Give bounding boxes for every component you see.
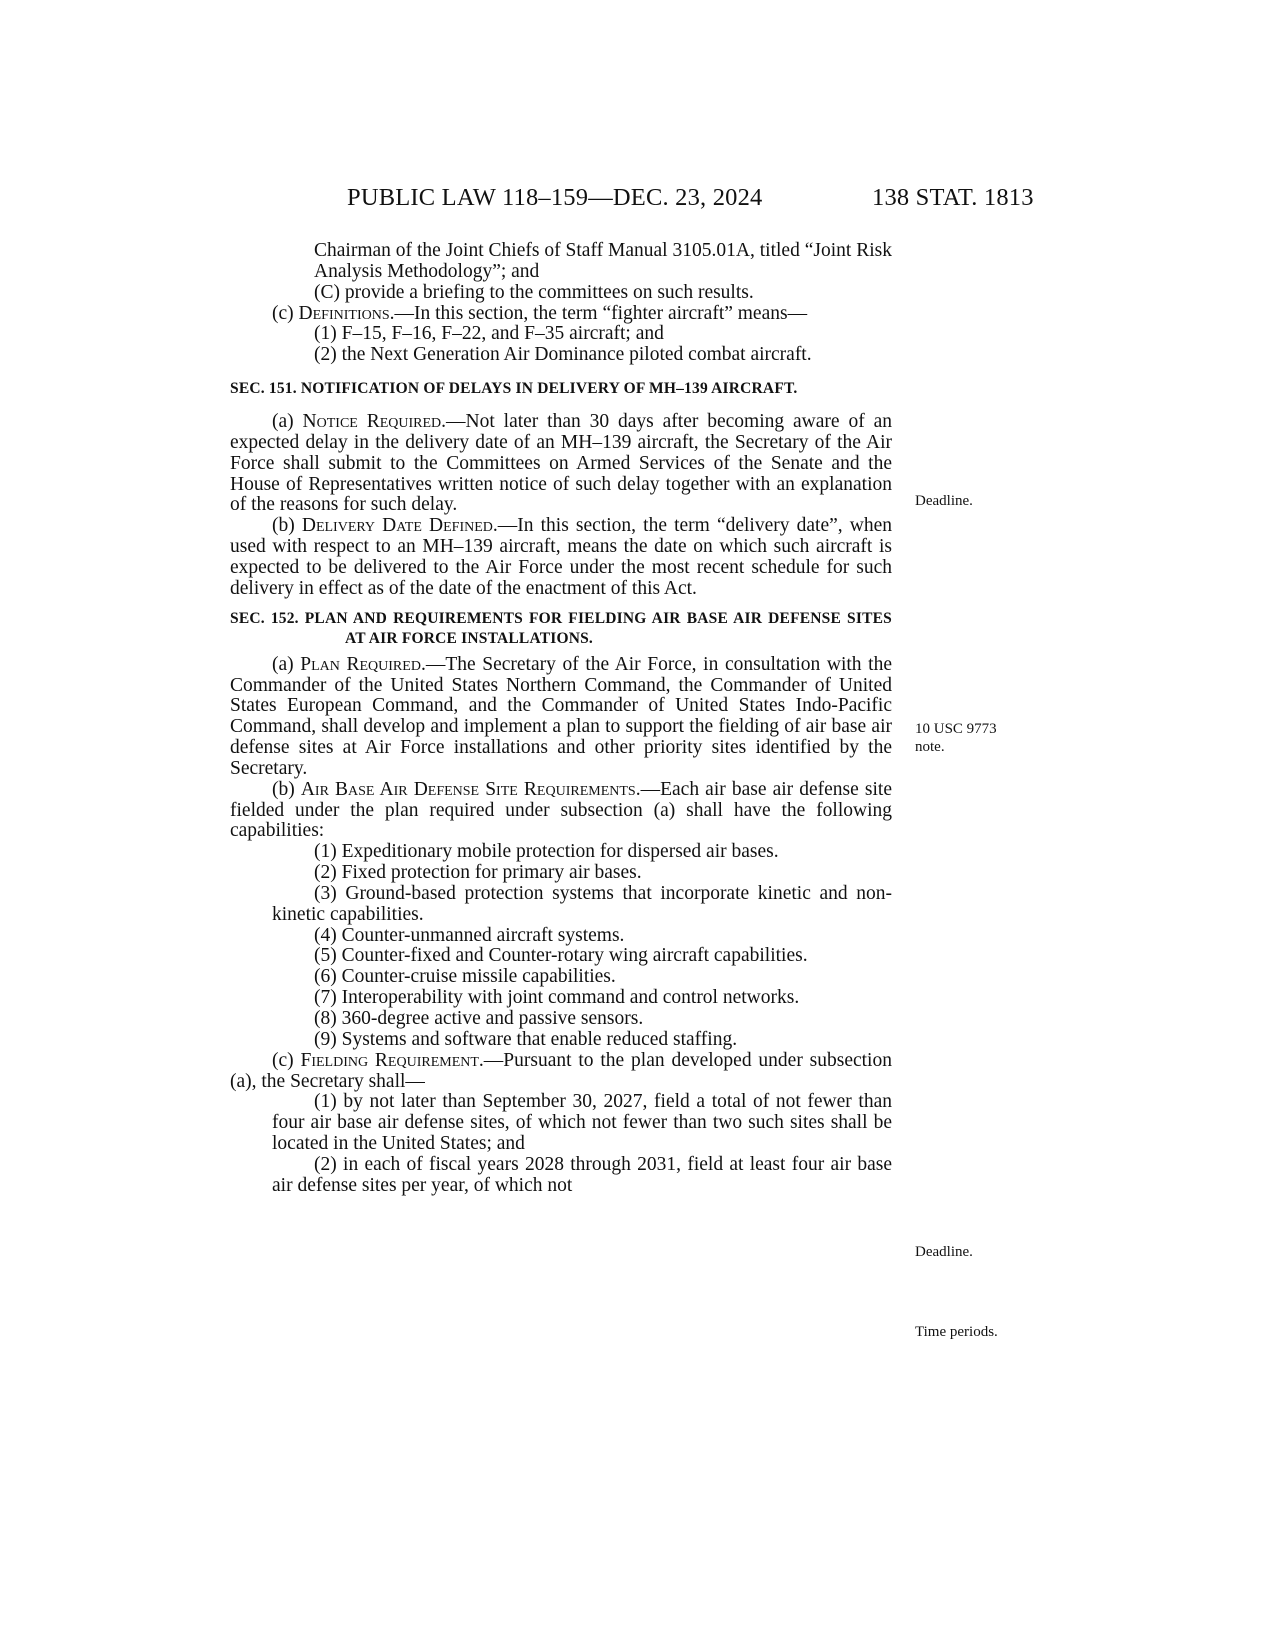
- capability-item: (7) Interoperability with joint command and control networks.: [314, 987, 800, 1009]
- subsection-label: (b): [272, 515, 302, 537]
- capability-item: (5) Counter-fixed and Counter-rotary wing aircraft capabilities.: [314, 945, 808, 967]
- capability-item: (1) Expeditionary mobile protection for dispersed air bases.: [314, 841, 779, 863]
- subsection-heading: Fielding Requirement: [300, 1049, 479, 1071]
- section-heading: SEC. 151. NOTIFICATION OF DELAYS IN DELIVERY OF MH–139 AIRCRAFT.: [230, 380, 798, 398]
- subsection-text: .—Pursuant to the plan developed under subsection (a), the Secretary shall—: [230, 1049, 892, 1092]
- subsection-definitions: [230, 304, 892, 325]
- subsection-label: (a): [272, 653, 301, 675]
- subsection-heading: Plan Required: [300, 653, 421, 675]
- subsection-heading: Delivery Date Defined: [301, 515, 493, 537]
- subsection-notice-required: [230, 412, 892, 516]
- capability-item: (8) 360-degree active and passive sensors.: [314, 1008, 644, 1029]
- subsection-text: .—In this section, the term “fighter aircraft” means—: [389, 302, 808, 324]
- subsection-label: (a): [272, 411, 303, 433]
- margin-note-deadline: Deadline.: [915, 1244, 973, 1260]
- subsection-delivery-date: [230, 516, 892, 599]
- section-heading: SEC. 152. PLAN AND REQUIREMENTS FOR FIELDING AIR BASE AIR DEFENSE SITES AT AIR FORCE INSTALLATIONS.: [230, 609, 892, 647]
- paragraph: (C) provide a briefing to the committees on such results.: [314, 281, 754, 303]
- margin-note-deadline: Deadline.: [915, 493, 973, 509]
- subsection-plan-required: [230, 655, 892, 780]
- page-number: 138 STAT. 1813: [872, 184, 1034, 211]
- margin-note-citation-line1: 10 USC 9773: [915, 721, 997, 737]
- subsection-label: (c): [272, 1049, 301, 1071]
- paragraph: (1) F–15, F–16, F–22, and F–35 aircraft; and: [314, 323, 664, 345]
- subsection-fielding-requirement: [230, 1051, 892, 1093]
- continued-paragraph: Chairman of the Joint Chiefs of Staff Manual 3105.01A, titled “Joint Risk Analysis Methodology”; and: [314, 240, 892, 282]
- capability-item: (3) Ground-based protection systems that incorporate kinetic and non-kinetic capabilities.: [272, 882, 892, 925]
- subsection-text: .—Not later than 30 days after becoming aware of an expected delay in the delivery date of an MH–139 aircraft, the Secretary of the Air Force shall submit to the Committees on Armed Services of the Senate and the House of Representatives written notice of such delay together with an explanation of the reasons for such delay.: [230, 411, 892, 516]
- subsection-text: .—In this section, the term “delivery date”, when used with respect to an MH–139 aircraft, means the date on which such aircraft is expected to be delivered to the Air Force under the most recent schedule for such delivery in effect as of the date of the enactment of this Act.: [230, 515, 892, 599]
- margin-note-citation-line2: note.: [915, 739, 945, 755]
- subsection-label: (b): [272, 778, 301, 800]
- subsection-text: .—The Secretary of the Air Force, in consultation with the Commander of the United States Northern Command, the Commander of United States European Command, and the Commander of United States Indo-Pacific Command, shall develop and implement a plan to support the fielding of air base air defense sites at Air Force installations and other priority sites identified by the Secretary.: [230, 653, 892, 779]
- paragraph: (2) the Next Generation Air Dominance piloted combat aircraft.: [314, 344, 812, 366]
- capability-item: (4) Counter-unmanned aircraft systems.: [314, 924, 625, 946]
- document-body: [230, 241, 892, 1197]
- fielding-item: (1) by not later than September 30, 2027, field a total of not fewer than four air base air defense sites, of which not fewer than two such sites shall be located in the United States; and: [272, 1091, 892, 1155]
- subsection-label: (c): [272, 302, 299, 324]
- capability-item: (2) Fixed protection for primary air bases.: [314, 862, 642, 884]
- capability-item: (6) Counter-cruise missile capabilities.: [314, 966, 616, 988]
- margin-note-citation: [915, 720, 997, 756]
- subsection-heading: Notice Required: [302, 411, 442, 433]
- capability-item: (9) Systems and software that enable reduced staffing.: [314, 1028, 738, 1050]
- subsection-heading: Air Base Air Defense Site Requirements: [300, 778, 636, 800]
- running-header-title: PUBLIC LAW 118–159—DEC. 23, 2024: [347, 184, 763, 211]
- margin-note-time-periods: Time periods.: [915, 1324, 998, 1340]
- subsection-text: .—Each air base air defense site fielded under the plan required under subsection (a) shall have the following capabilities:: [230, 778, 892, 842]
- subsection-site-requirements: [230, 780, 892, 843]
- fielding-item: (2) in each of fiscal years 2028 through 2031, field at least four air base air defense sites per year, of which not: [272, 1153, 892, 1196]
- subsection-heading: Definitions: [298, 302, 390, 324]
